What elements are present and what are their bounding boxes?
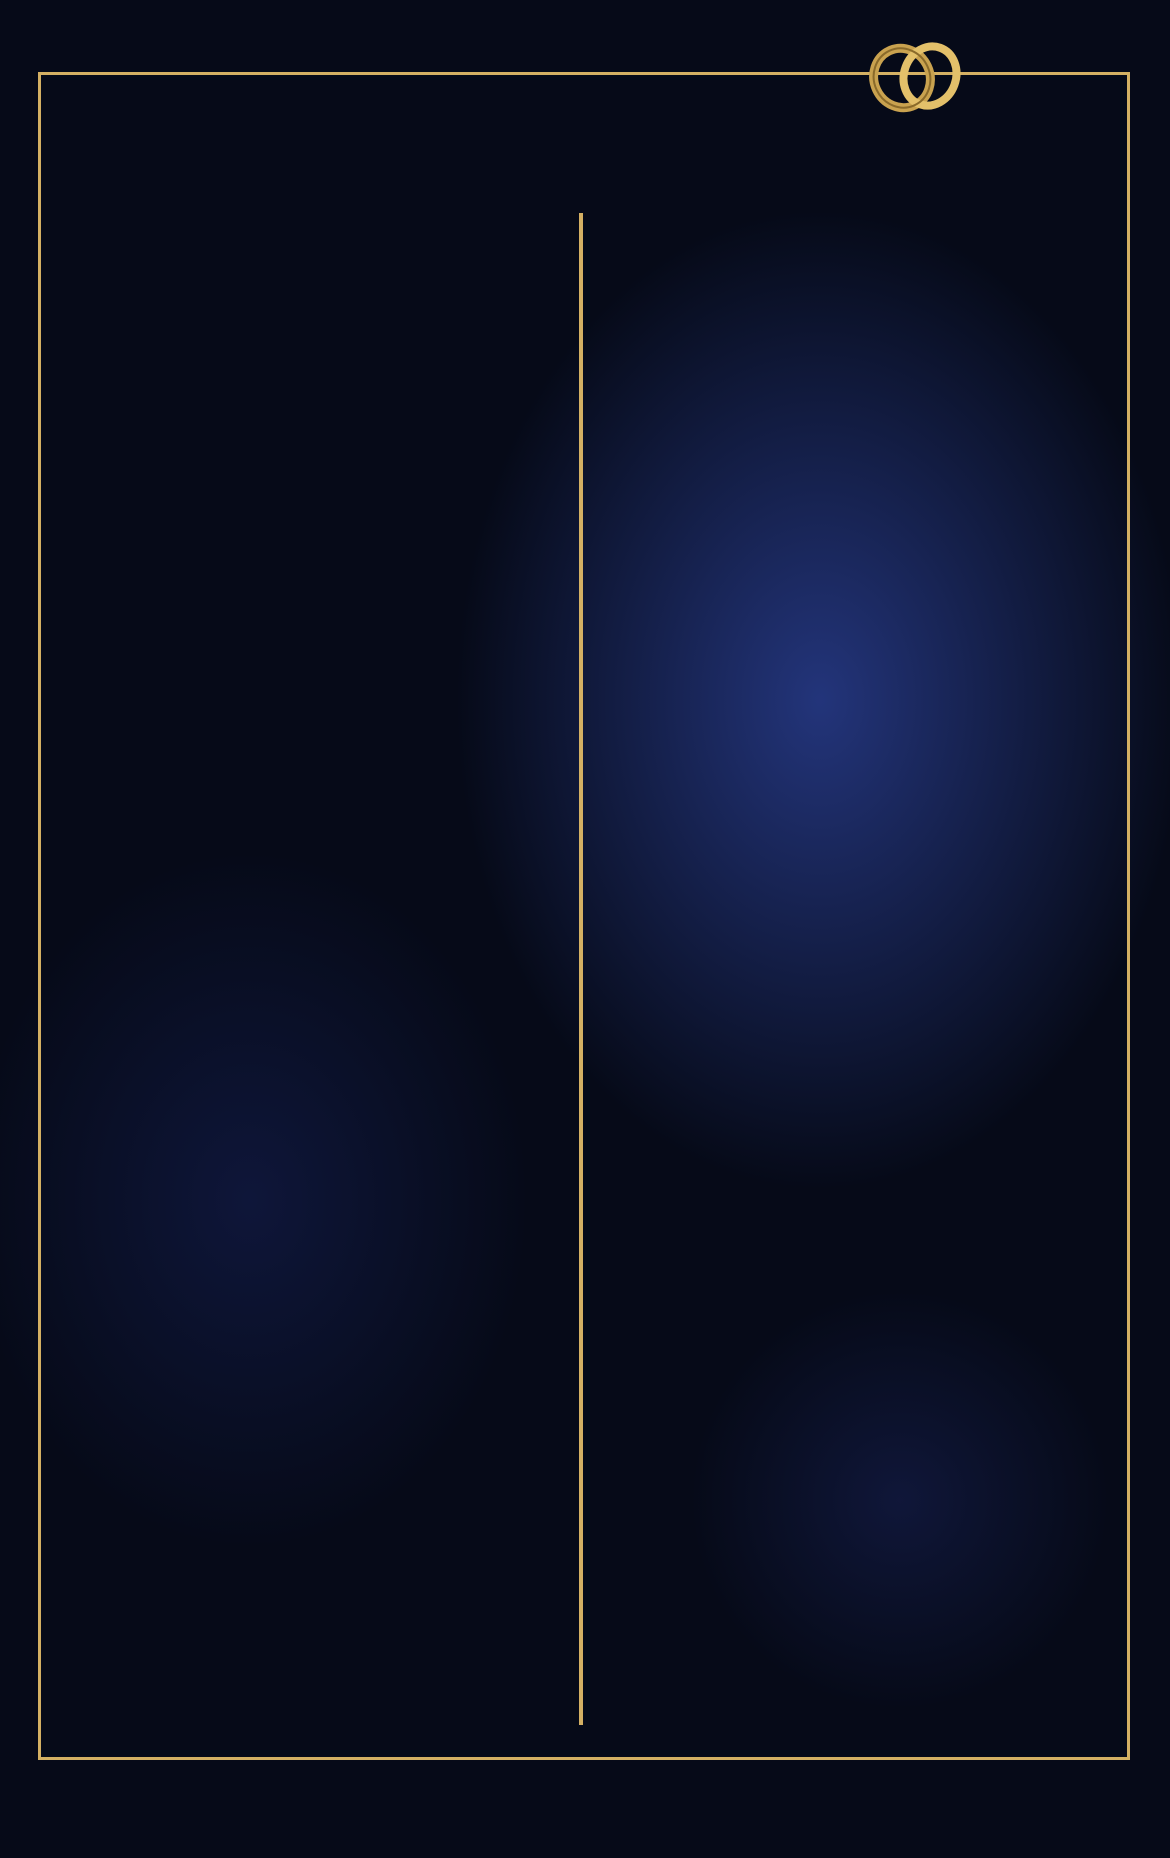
column-divider bbox=[579, 213, 583, 1725]
gold-frame bbox=[38, 72, 1130, 1760]
wedding-rings-icon bbox=[862, 30, 972, 122]
